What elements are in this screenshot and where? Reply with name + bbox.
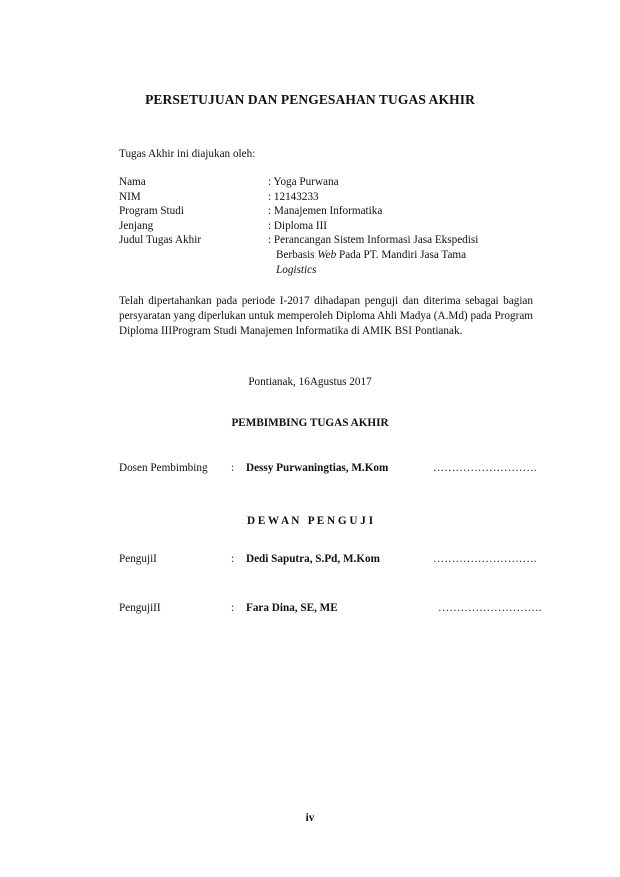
intro-text: Tugas Akhir ini diajukan oleh: — [119, 148, 256, 160]
penguji-1-colon: : — [231, 553, 235, 565]
penguji-2-label: PengujiII — [119, 602, 161, 614]
approval-paragraph: Telah dipertahankan pada periode I-2017 dihadapan penguji dan diterima sebagai bagian persyaratan yang diperlukan untuk memperoleh Diploma Ahli Madya (A.Md) pada Program Diploma IIIProgram Studi Manajemen Informatika di AMIK BSI Pontianak. — [119, 295, 533, 337]
field-label-nim: NIM — [119, 191, 141, 203]
pembimbing-signature-line: ………………………. — [433, 462, 537, 474]
field-value-judul-line1: : Perancangan Sistem Informasi Jasa Ekspedisi — [268, 234, 479, 246]
field-label-judul: Judul Tugas Akhir — [119, 234, 202, 246]
field-value-judul-line3: Logistics — [276, 264, 317, 276]
pembimbing-label: Dosen Pembimbing — [119, 462, 208, 474]
field-label-jenjang: Jenjang — [119, 220, 154, 232]
penguji-2-signature-line: ………………………. — [438, 602, 542, 614]
pembimbing-colon: : — [231, 462, 235, 474]
field-value-nim: : 12143233 — [268, 191, 319, 203]
dewan-penguji-heading: D E W A N P E N G U J I — [246, 515, 374, 527]
penguji-1-name: Dedi Saputra, S.Pd, M.Kom — [246, 553, 380, 565]
penguji-2-colon: : — [231, 602, 235, 614]
field-value-program-studi: : Manajemen Informatika — [268, 205, 383, 217]
penguji-1-label: PengujiI — [119, 553, 157, 565]
date-line: Pontianak, 16Agustus 2017 — [248, 376, 372, 388]
field-label-nama: Nama — [119, 176, 146, 188]
pembimbing-name: Dessy Purwaningtias, M.Kom — [246, 462, 389, 474]
page-title: PERSETUJUAN DAN PENGESAHAN TUGAS AKHIR — [145, 92, 475, 107]
page-number: iv — [305, 812, 315, 824]
judul-line2-pre: Berbasis — [276, 249, 318, 261]
field-value-judul-line2 — [276, 249, 466, 261]
pembimbing-heading: PEMBIMBING TUGAS AKHIR — [231, 417, 389, 429]
field-value-nama: : Yoga Purwana — [268, 176, 339, 188]
judul-line2-post: Pada PT. Mandiri Jasa Tama — [336, 249, 467, 261]
judul-line2-italic: Web — [317, 249, 337, 261]
field-label-program-studi: Program Studi — [119, 205, 184, 217]
penguji-1-signature-line: ………………………. — [433, 553, 537, 565]
penguji-2-name: Fara Dina, SE, ME — [246, 602, 338, 614]
field-value-jenjang: : Diploma III — [268, 220, 328, 232]
